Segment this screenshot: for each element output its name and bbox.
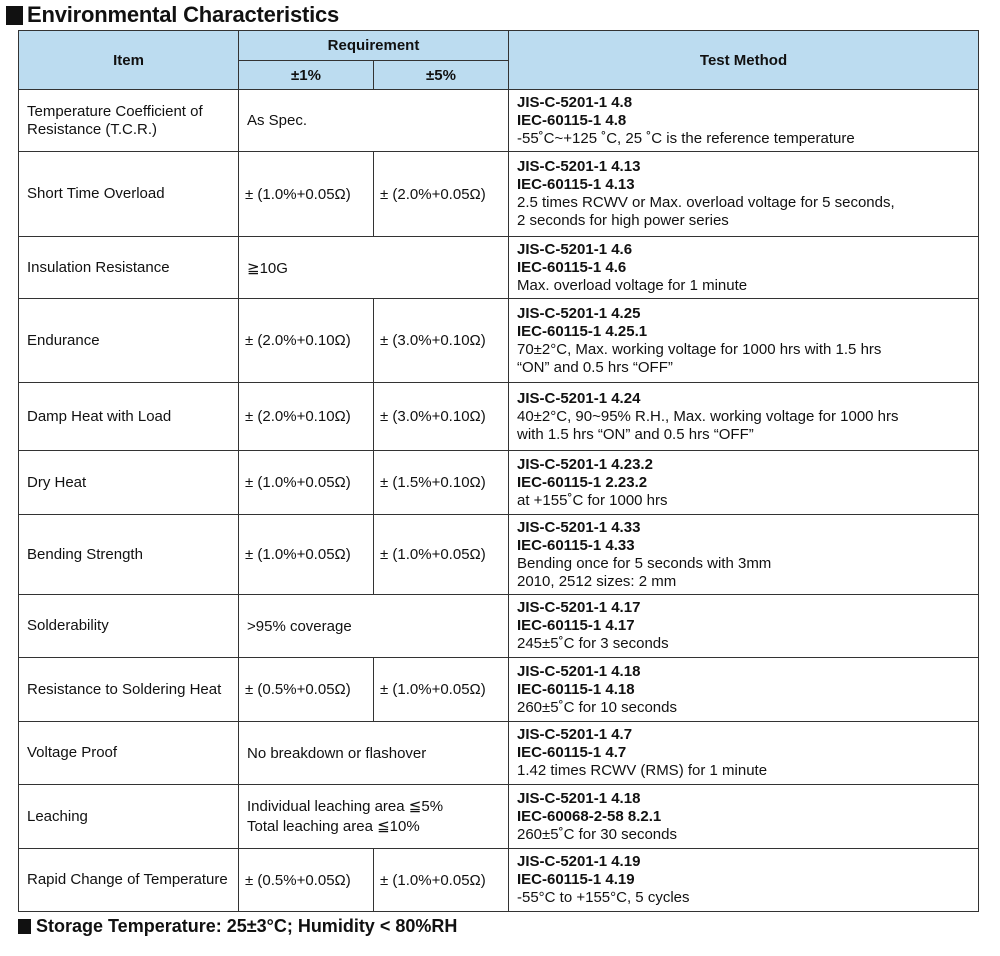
- test-method-cell: [509, 722, 979, 785]
- header-tolerance-5: ±5%: [374, 61, 509, 90]
- item-cell: Rapid Change of Temperature: [19, 849, 239, 912]
- requirement-cell: No breakdown or flashover: [239, 722, 509, 785]
- standard-reference: IEC-60115-1 2.23.2: [517, 473, 648, 491]
- requirement-1pct-cell: ± (1.0%+0.05Ω): [239, 451, 374, 515]
- table-row: [19, 451, 979, 515]
- method-description: 1.42 times RCWV (RMS) for 1 minute: [517, 762, 768, 779]
- requirement-1pct-cell: ± (0.5%+0.05Ω): [239, 849, 374, 912]
- header-test-method: Test Method: [509, 31, 979, 90]
- standard-reference: JIS-C-5201-1 4.8: [517, 93, 633, 111]
- square-bullet-icon: [18, 919, 31, 934]
- standard-reference: IEC-60115-1 4.6: [517, 258, 627, 276]
- requirement-5pct-cell: ± (1.0%+0.05Ω): [374, 849, 509, 912]
- test-method-cell: [509, 299, 979, 383]
- test-method-cell: [509, 849, 979, 912]
- storage-note-text: Storage Temperature: 25±3°C; Humidity < 80%RH: [36, 916, 458, 936]
- method-description: 70±2°C, Max. working voltage for 1000 hrs with 1.5 hrs: [517, 340, 882, 358]
- standard-reference: IEC-60115-1 4.17: [517, 617, 635, 634]
- method-description: “ON” and 0.5 hrs “OFF”: [517, 358, 673, 376]
- item-cell: Temperature Coefficient of Resistance (T.C.R.): [19, 90, 239, 152]
- method-description: 2 seconds for high power series: [517, 212, 729, 229]
- requirement-5pct-cell: ± (1.5%+0.10Ω): [374, 451, 509, 515]
- section-title-text: Environmental Characteristics: [27, 2, 340, 27]
- standard-reference: JIS-C-5201-1 4.18: [517, 662, 641, 680]
- method-description: Max. overload voltage for 1 minute: [517, 276, 748, 294]
- item-cell: Voltage Proof: [19, 722, 239, 785]
- method-description: at +155˚C for 1000 hrs: [517, 491, 668, 509]
- test-method-cell: [509, 785, 979, 849]
- item-cell: Solderability: [19, 595, 239, 658]
- standard-reference: JIS-C-5201-1 4.23.2: [517, 455, 653, 473]
- requirement-1pct-cell: ± (1.0%+0.05Ω): [239, 515, 374, 595]
- standard-reference: JIS-C-5201-1 4.18: [517, 789, 641, 807]
- standard-reference: JIS-C-5201-1 4.24: [517, 389, 641, 407]
- method-description: -55˚C~+125 ˚C, 25 ˚C is the reference temperature: [517, 129, 855, 147]
- item-cell: Resistance to Soldering Heat: [19, 658, 239, 722]
- test-method-cell: [509, 383, 979, 451]
- requirement-5pct-cell: ± (1.0%+0.05Ω): [374, 658, 509, 722]
- standard-reference: JIS-C-5201-1 4.13: [517, 158, 641, 175]
- item-cell: Short Time Overload: [19, 152, 239, 237]
- standard-reference: IEC-60115-1 4.13: [517, 176, 635, 193]
- item-cell: Insulation Resistance: [19, 237, 239, 299]
- header-tolerance-1: ±1%: [239, 61, 374, 90]
- requirement-5pct-cell: ± (3.0%+0.10Ω): [374, 383, 509, 451]
- requirement-cell: >95% coverage: [239, 595, 509, 658]
- requirement-5pct-cell: ± (3.0%+0.10Ω): [374, 299, 509, 383]
- standard-reference: IEC-60068-2-58 8.2.1: [517, 807, 662, 825]
- item-cell: Leaching: [19, 785, 239, 849]
- standard-reference: IEC-60115-1 4.33: [517, 536, 635, 554]
- item-cell: Dry Heat: [19, 451, 239, 515]
- table-row: [19, 152, 979, 237]
- requirement-cell: ≧10G: [239, 237, 509, 299]
- requirement-5pct-cell: ± (1.0%+0.05Ω): [374, 515, 509, 595]
- requirement-1pct-cell: ± (2.0%+0.10Ω): [239, 299, 374, 383]
- standard-reference: IEC-60115-1 4.7: [517, 744, 627, 761]
- standard-reference: JIS-C-5201-1 4.6: [517, 240, 633, 258]
- requirement-cell: [239, 785, 509, 849]
- standard-reference: IEC-60115-1 4.19: [517, 871, 635, 888]
- table-row: [19, 849, 979, 912]
- table-row: [19, 237, 979, 299]
- method-description: Bending once for 5 seconds with 3mm: [517, 554, 772, 572]
- table-row: [19, 299, 979, 383]
- item-cell: Bending Strength: [19, 515, 239, 595]
- method-description: with 1.5 hrs “ON” and 0.5 hrs “OFF”: [517, 425, 754, 443]
- header-item: Item: [19, 31, 239, 90]
- requirement-1pct-cell: ± (1.0%+0.05Ω): [239, 152, 374, 237]
- table-row: [19, 383, 979, 451]
- test-method-cell: [509, 152, 979, 237]
- table-row: [19, 658, 979, 722]
- test-method-cell: [509, 451, 979, 515]
- section-title: [6, 0, 339, 30]
- standard-reference: IEC-60115-1 4.18: [517, 680, 635, 698]
- table-row: [19, 722, 979, 785]
- standard-reference: JIS-C-5201-1 4.19: [517, 853, 641, 870]
- method-description: 2010, 2512 sizes: 2 mm: [517, 572, 677, 590]
- table-row: [19, 595, 979, 658]
- method-description: 260±5˚C for 30 seconds: [517, 825, 677, 843]
- environmental-characteristics-table: [18, 30, 979, 912]
- method-description: 40±2°C, 90~95% R.H., Max. working voltage for 1000 hrs: [517, 407, 899, 425]
- table-row: [19, 90, 979, 152]
- test-method-cell: [509, 515, 979, 595]
- standard-reference: JIS-C-5201-1 4.25: [517, 304, 641, 322]
- standard-reference: JIS-C-5201-1 4.7: [517, 726, 633, 743]
- item-cell: Endurance: [19, 299, 239, 383]
- requirement-line: Individual leaching area ≦5%: [247, 797, 444, 815]
- requirement-1pct-cell: ± (2.0%+0.10Ω): [239, 383, 374, 451]
- requirement-line: Total leaching area ≦10%: [247, 817, 420, 835]
- test-method-cell: [509, 658, 979, 722]
- test-method-cell: [509, 595, 979, 658]
- requirement-5pct-cell: ± (2.0%+0.05Ω): [374, 152, 509, 237]
- standard-reference: IEC-60115-1 4.8: [517, 111, 627, 129]
- storage-note: [18, 914, 457, 938]
- requirement-cell: As Spec.: [239, 90, 509, 152]
- method-description: 260±5˚C for 10 seconds: [517, 698, 677, 716]
- table-row: [19, 785, 979, 849]
- test-method-cell: [509, 90, 979, 152]
- method-description: -55°C to +155°C, 5 cycles: [517, 889, 690, 906]
- requirement-1pct-cell: ± (0.5%+0.05Ω): [239, 658, 374, 722]
- standard-reference: JIS-C-5201-1 4.33: [517, 518, 641, 536]
- standard-reference: IEC-60115-1 4.25.1: [517, 322, 648, 340]
- header-requirement: Requirement: [239, 31, 509, 61]
- item-cell: Damp Heat with Load: [19, 383, 239, 451]
- test-method-cell: [509, 237, 979, 299]
- standard-reference: JIS-C-5201-1 4.17: [517, 599, 641, 616]
- method-description: 245±5˚C for 3 seconds: [517, 635, 669, 652]
- table-row: [19, 515, 979, 595]
- square-bullet-icon: [6, 6, 23, 25]
- method-description: 2.5 times RCWV or Max. overload voltage for 5 seconds,: [517, 194, 895, 211]
